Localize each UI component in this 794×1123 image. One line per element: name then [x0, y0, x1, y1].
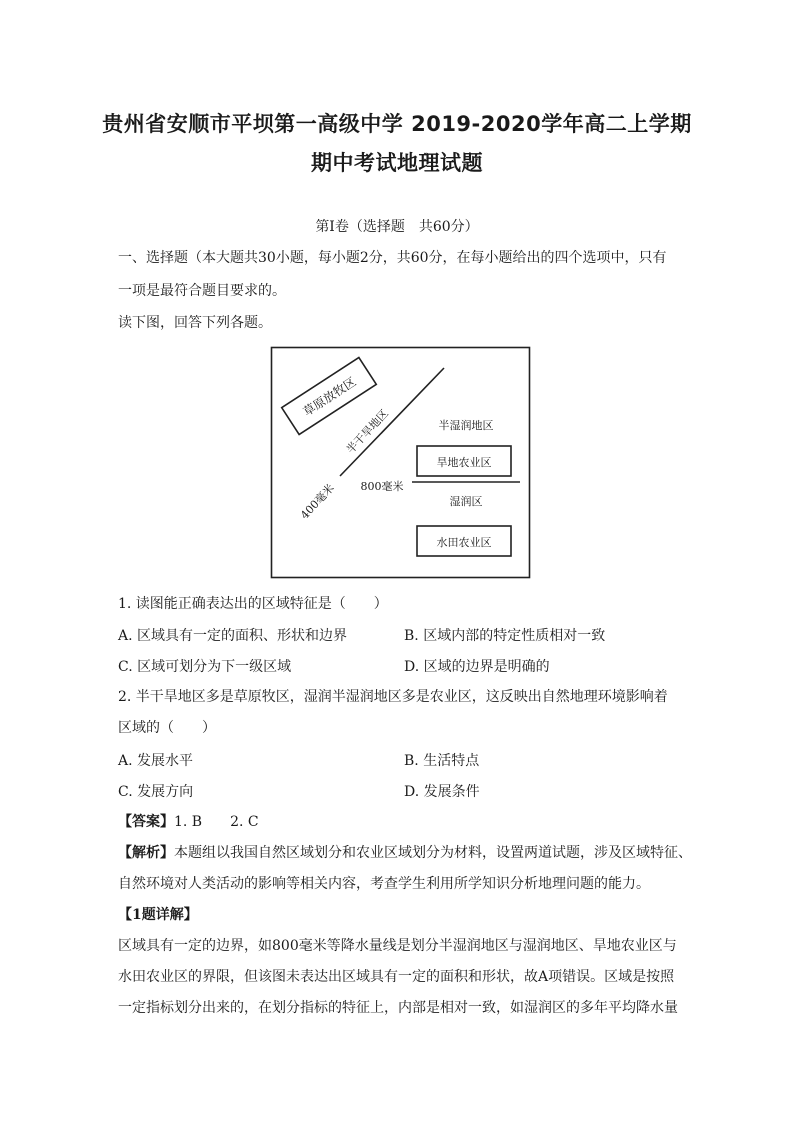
detail-line-2: 水田农业区的界限，但该图未表达出区域具有一定的面积和形状，故A项错误。区域是按照: [118, 969, 675, 985]
grassland-box: [282, 358, 377, 435]
instruction-line-1: 一、选择题（本大题共30小题，每小题2分，共60分，在每小题给出的四个选项中，只有: [118, 250, 667, 266]
semi-humid-label: 半湿润地区: [438, 419, 494, 432]
question-1-option-d: D. 区域的边界是明确的: [404, 659, 550, 675]
analysis-label: 【解析】: [118, 845, 174, 861]
grassland-label: 草原放牧区: [300, 374, 359, 420]
dry-farming-label: 旱地农业区: [436, 456, 492, 469]
analysis-line-2: 自然环境对人类活动的影响等相关内容，考查学生利用所学知识分析地理问题的能力。: [118, 876, 650, 892]
detail-heading: 【1题详解】: [118, 907, 198, 923]
document-title-line-2: 期中考试地理试题: [311, 151, 483, 175]
read-prompt: 读下图，回答下列各题。: [118, 315, 272, 331]
instruction-line-2: 一项是最符合题目要求的。: [118, 283, 286, 299]
region-diagram: [270, 346, 532, 580]
analysis-row-1: [118, 843, 692, 863]
isohyet-800-label: 800毫米: [360, 480, 404, 493]
detail-line-3: 一定指标划分出来的，在划分指标的特征上，内部是相对一致，如湿润区的多年平均降水量: [118, 1000, 678, 1016]
question-2-stem-line-2: 区域的（ ）: [118, 720, 216, 736]
humid-label: 湿润区: [449, 495, 483, 508]
question-2-option-a: A. 发展水平: [118, 753, 194, 769]
question-1-stem: 1. 读图能正确表达出的区域特征是（ ）: [118, 596, 388, 612]
region-diagram-svg: [270, 346, 532, 580]
isohyet-400-label: 400毫米: [298, 481, 337, 522]
question-1-option-b: B. 区域内部的特定性质相对一致: [404, 628, 606, 644]
analysis-line-1: 本题组以我国自然区域划分和农业区域划分为材料，设置两道试题，涉及区域特征、: [174, 845, 692, 861]
question-2-stem-line-1: 2. 半干旱地区多是草原牧区，湿润半湿润地区多是农业区，这反映出自然地理环境影响着: [118, 689, 668, 705]
detail-line-1: 区域具有一定的边界，如800毫米等降水量线是划分半湿润地区与湿润地区、旱地农业区与: [118, 938, 677, 954]
semi-arid-label: 半干旱地区: [343, 407, 391, 457]
paddy-label: 水田农业区: [436, 536, 492, 549]
document-title-line-1: 贵州省安顺市平坝第一高级中学 2019-2020学年高二上学期: [102, 112, 692, 136]
question-1-option-a: A. 区域具有一定的面积、形状和边界: [118, 628, 348, 644]
question-1-option-c: C. 区域可划分为下一级区域: [118, 659, 292, 675]
question-2-option-b: B. 生活特点: [404, 753, 480, 769]
section-heading: 第Ⅰ卷（选择题 共60分）: [315, 219, 479, 235]
question-2-option-c: C. 发展方向: [118, 784, 194, 800]
question-2-option-d: D. 发展条件: [404, 784, 480, 800]
answer-label: 【答案】: [118, 814, 174, 830]
answer-text: 1. B 2. C: [174, 814, 259, 830]
answer-row: [118, 812, 678, 832]
